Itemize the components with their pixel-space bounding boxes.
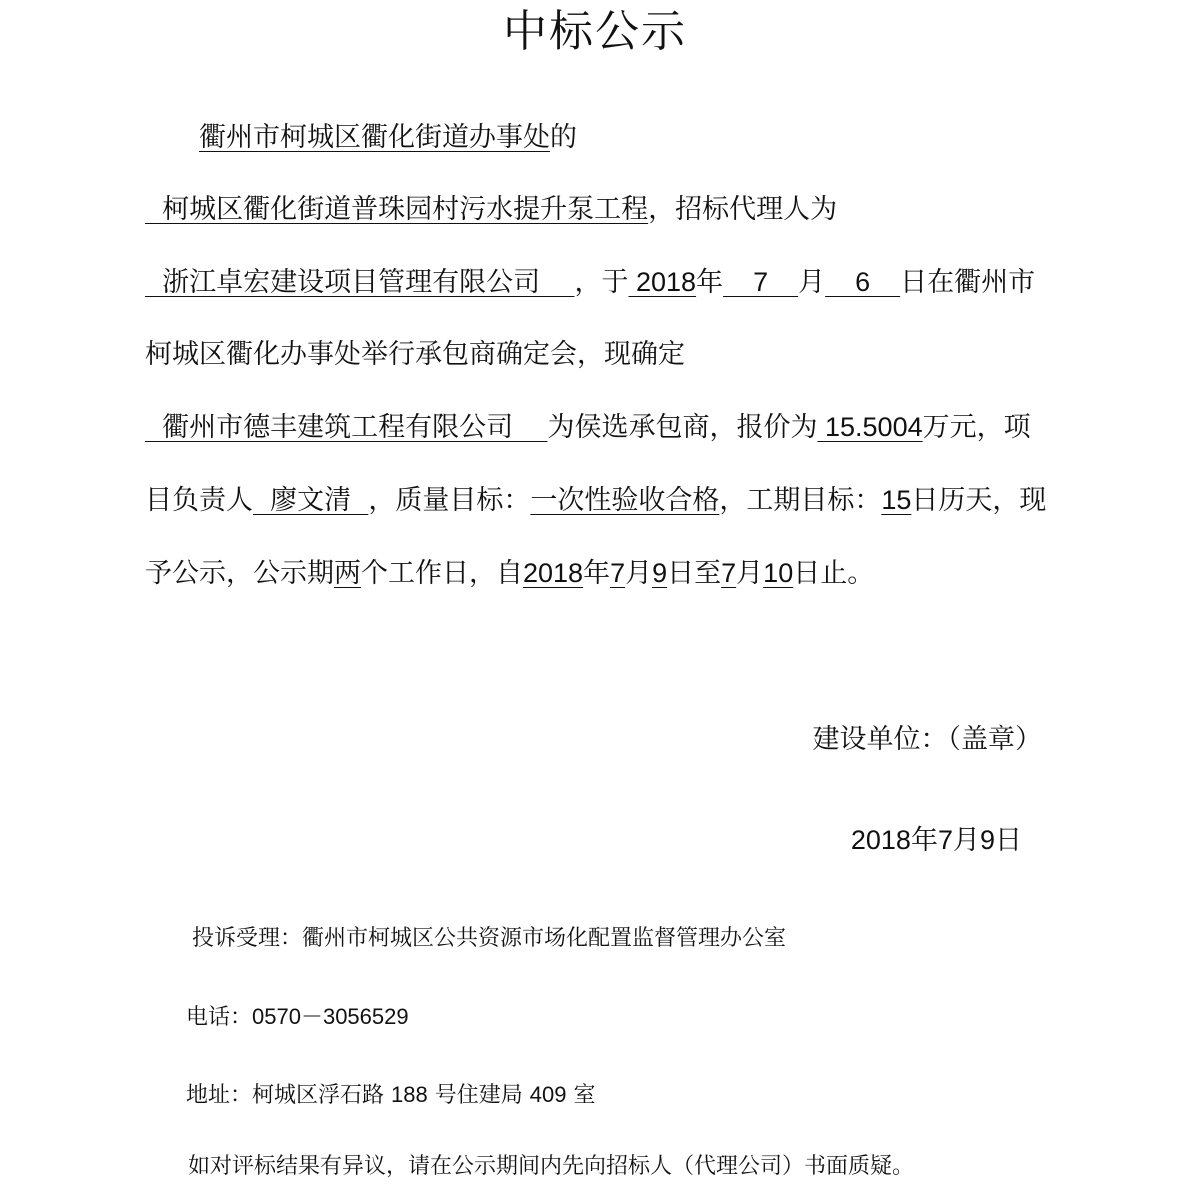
bid-price: 15.5004 (817, 412, 923, 442)
duration-target: 15 (881, 485, 912, 515)
seal-note: （盖章） (947, 724, 1042, 755)
notice-text: 日在衢州市柯城区衢化办事处举行承包商确定会，现确定 (145, 267, 1036, 370)
from-month: 7 (610, 558, 626, 588)
notice-text: 日历天，现予公示，公示期 (145, 485, 1047, 589)
date-month: 7 (937, 825, 953, 855)
notice-text: 为侯选承包商，报价为 (547, 412, 818, 443)
quality-target: 一次性验收合格 (530, 485, 720, 516)
address-number: 188 (391, 1082, 428, 1107)
notice-text: 月 (736, 558, 764, 589)
address-text: 号住建局 (434, 1083, 523, 1108)
notice-text: ，质量目标： (368, 485, 531, 516)
notice-text: 年 (696, 267, 724, 298)
agent-name: 浙江卓宏建设项目管理有限公司 (145, 267, 575, 298)
complaint-label: 投诉受理： (192, 926, 303, 951)
notice-text: ，于 (574, 267, 629, 298)
meeting-year: 2018 (628, 267, 697, 297)
phone-label: 电话： (186, 1005, 253, 1030)
notice-text: 个工作日，自 (361, 558, 523, 589)
to-month: 7 (721, 558, 737, 588)
phone-line (186, 1000, 409, 1035)
notice-text: 日至 (667, 558, 722, 589)
date-text: 月 (952, 825, 980, 856)
date-day: 9 (979, 825, 995, 855)
signature-label: 建设单位： (812, 724, 948, 755)
notice-text: 万元，项目负责人 (145, 412, 1031, 516)
project-name: 柯城区衢化街道普珠园村污水提升泵工程 (145, 194, 649, 225)
from-year: 2018 (523, 558, 584, 588)
to-day: 10 (763, 558, 794, 588)
address-line (186, 1078, 596, 1113)
meeting-day: 6 (825, 267, 901, 297)
address-text: 室 (573, 1083, 596, 1108)
issue-date (851, 818, 1022, 863)
signature-line (813, 718, 1043, 762)
phone-number: 0570－3056529 (252, 1004, 409, 1029)
notice-text: 月 (625, 558, 653, 589)
period-days: 两 (334, 558, 361, 589)
from-day: 9 (652, 558, 668, 588)
notice-text: 月 (798, 267, 826, 298)
notice-text: 的 (550, 122, 577, 153)
meeting-month: 7 (723, 267, 799, 297)
page-title: 中标公示 (503, 6, 687, 57)
owner-name: 衢州市柯城区衢化街道办事处 (199, 122, 550, 153)
notice-body (145, 102, 1055, 610)
project-manager: 廖文清 (253, 485, 369, 516)
complaint-line (192, 922, 786, 956)
complaint-office: 衢州市柯城区公共资源市场化配置监督管理办公室 (302, 926, 787, 951)
date-year: 2018 (850, 825, 911, 855)
address-room: 409 (529, 1082, 567, 1107)
notice-text: ，工期目标： (719, 485, 882, 516)
date-text: 日 (995, 825, 1022, 856)
date-text: 年 (910, 825, 938, 856)
address-text: 柯城区浮石路 (252, 1083, 385, 1108)
notice-text: 日止。 (793, 558, 875, 589)
winner-name: 衢州市德丰建筑工程有限公司 (145, 412, 548, 443)
objection-note: 如对评标结果有异议，请在公示期间内先向招标人（代理公司）书面质疑。 (188, 1154, 915, 1179)
notice-text: 年 (583, 558, 611, 589)
notice-text: ，招标代理人为 (648, 194, 838, 225)
address-label: 地址： (186, 1083, 253, 1108)
